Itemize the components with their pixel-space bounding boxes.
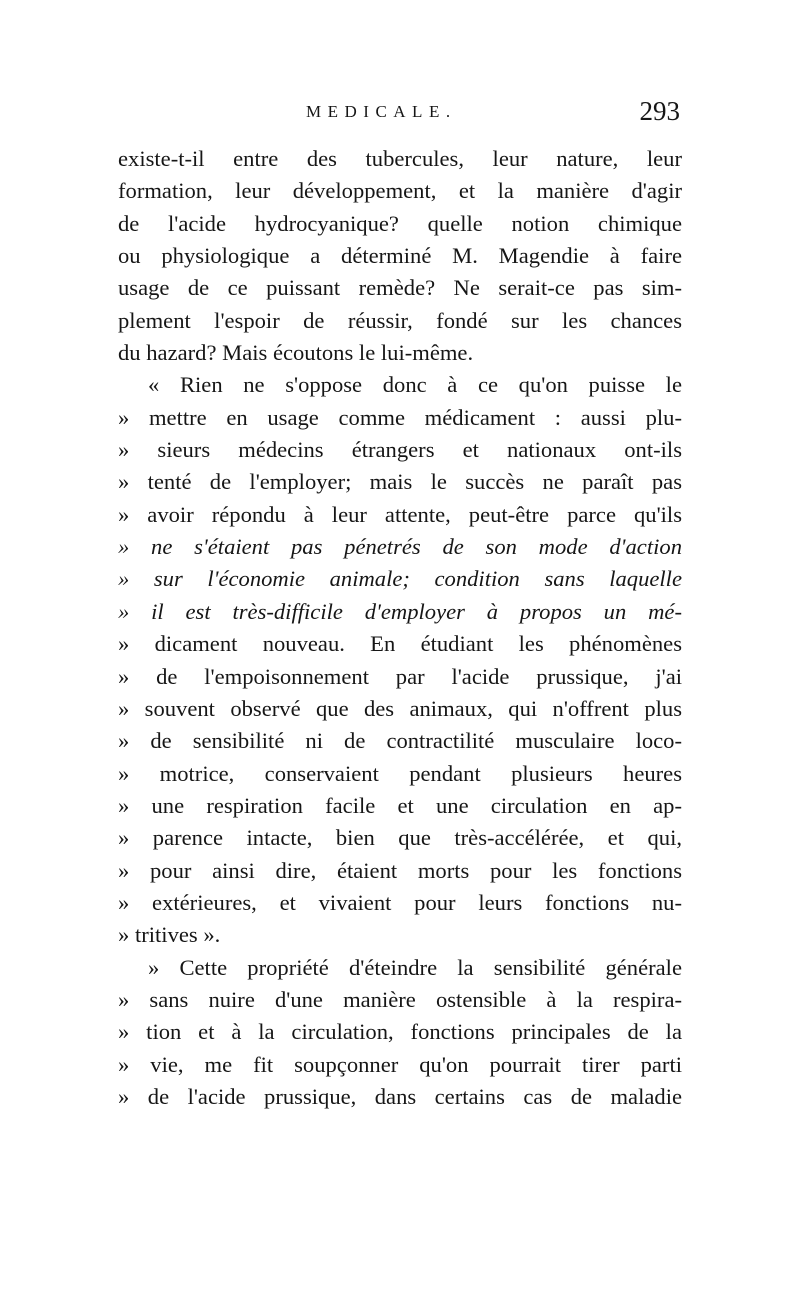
text-line: » une respiration facile et une circulation en ap-	[118, 792, 682, 818]
text-line: » de sensibilité ni de contractilité musculaire loco-	[118, 728, 682, 754]
text-line: » dicament nouveau. En étudiant les phénomènes	[118, 631, 682, 657]
text-line: « Rien ne s'oppose donc à ce qu'on puisse le	[148, 372, 682, 398]
text-line: du hazard? Mais écoutons le lui-même.	[118, 340, 474, 366]
page-number: 293	[639, 96, 680, 126]
text-line: existe-t-il entre des tubercules, leur nature, leur	[118, 146, 682, 171]
text-line: » parence intacte, bien que très-accélérée, et qui,	[118, 825, 682, 851]
text-line: » tion et à la circulation, fonctions principales de la	[118, 1019, 682, 1045]
body-text	[118, 143, 682, 1113]
text-line: » pour ainsi dire, étaient morts pour les fonctions	[118, 857, 682, 883]
text-line: » il est très-difficile d'employer à propos un mé-	[118, 598, 682, 624]
text-line: » mettre en usage comme médicament : aussi plu-	[118, 404, 682, 430]
text-line: usage de ce puissant remède? Ne serait-ce pas sim-	[118, 275, 682, 301]
text-line: » tenté de l'employer; mais le succès ne paraît pas	[118, 469, 682, 495]
text-line: » sur l'économie animale; condition sans laquelle	[118, 566, 682, 592]
text-line: » de l'empoisonnement par l'acide prussique, j'ai	[118, 663, 682, 689]
text-line: plement l'espoir de réussir, fondé sur les chances	[118, 307, 682, 333]
text-line: » avoir répondu à leur attente, peut-être parce qu'ils	[118, 501, 682, 527]
text-line: » de l'acide prussique, dans certains cas de maladie	[118, 1083, 682, 1109]
text-line: » sieurs médecins étrangers et nationaux ont-ils	[118, 437, 682, 463]
text-line: formation, leur développement, et la manière d'agir	[118, 178, 682, 204]
text-line: ou physiologique a déterminé M. Magendie à faire	[118, 243, 682, 269]
text-line: » souvent observé que des animaux, qui n'offrent plus	[118, 695, 682, 721]
text-line: » vie, me fit soupçonner qu'on pourrait tirer parti	[118, 1051, 682, 1077]
running-title: MEDICALE.	[306, 102, 457, 121]
text-line: » ne s'étaient pas pénetrés de son mode d'action	[118, 534, 682, 560]
text-line: » Cette propriété d'éteindre la sensibilité générale	[148, 954, 682, 980]
text-line: » extérieures, et vivaient pour leurs fonctions nu-	[118, 889, 682, 915]
text-line: de l'acide hydrocyanique? quelle notion chimique	[118, 210, 682, 236]
text-line: » motrice, conservaient pendant plusieurs heures	[118, 760, 682, 786]
running-header	[118, 96, 680, 136]
text-line: » sans nuire d'une manière ostensible à la respira-	[118, 986, 682, 1012]
text-line: » tritives ».	[118, 922, 221, 948]
